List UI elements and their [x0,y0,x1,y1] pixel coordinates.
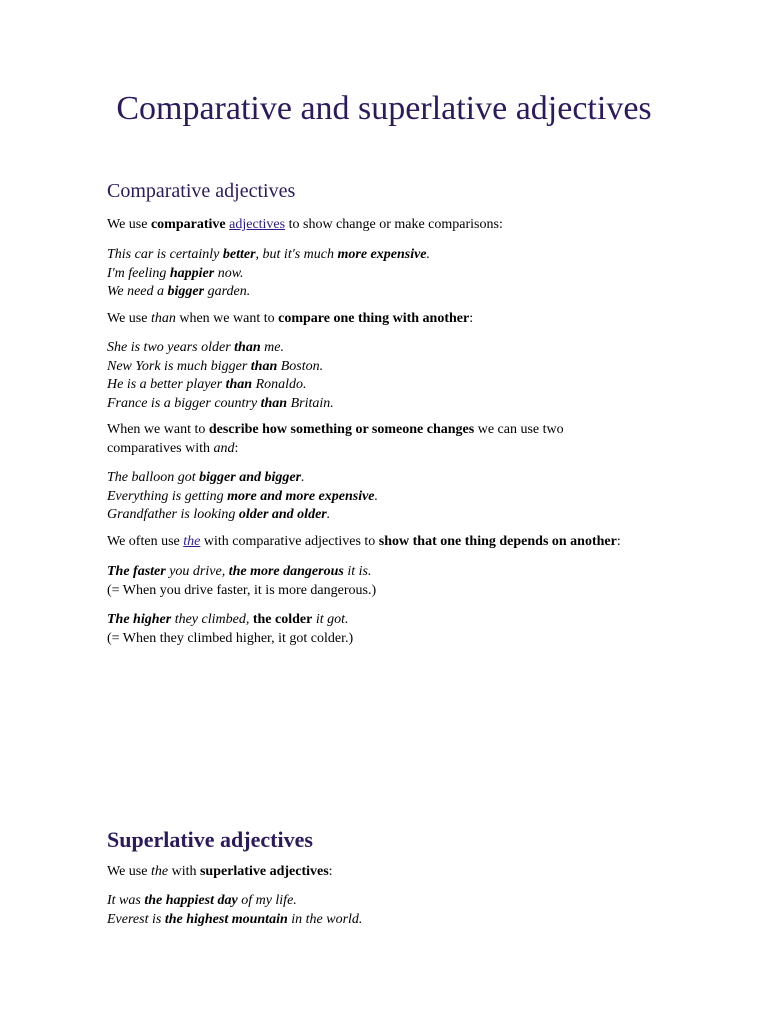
bold-italic-text: better [222,247,256,262]
text: to show change or make comparisons: [285,217,503,232]
bold-italic-text: than [260,395,288,411]
bold-italic-text: bigger and bigger [199,470,302,485]
section-heading-superlative: Superlative adjectives [107,827,313,852]
example-block-1 [107,246,677,302]
text: : [469,311,474,326]
example-line [107,892,677,911]
paragraph-depends [107,533,677,552]
italic-text: they climbed, [171,612,253,627]
italic-text: He is a better player [107,377,226,392]
example-line [107,246,677,265]
example-line [107,611,677,630]
text: We use [107,311,151,326]
italic-text: The balloon got [107,470,200,485]
text-line [107,440,677,459]
bold-italic-text: The higher [107,612,172,627]
bold-italic-text: more and more expensive [227,488,375,504]
italic-text: Everything is getting [107,488,228,504]
italic-text: Everest is [107,911,165,927]
text: We use [107,864,151,879]
italic-text: me. [260,340,284,355]
italic-text: garden. [204,284,251,299]
italic-text: Britain. [287,395,334,411]
italic-text: you drive, [165,564,229,579]
italic-text: . [374,488,379,504]
text: with comparative adjectives to [200,534,379,549]
italic-text: in the world. [287,911,363,927]
italic-text: . [326,507,331,522]
text: : [328,864,333,879]
text: When we want to [107,422,209,437]
bold-italic-text: than [250,358,278,374]
bold-italic-text: more expensive [337,247,427,262]
example-line [107,911,677,930]
paragraph-superlative-intro [107,863,677,882]
italic-text: Boston. [277,358,324,374]
italic-text: than [150,311,176,326]
italic-text: Ronaldo. [252,377,307,392]
italic-text: . [301,470,305,485]
text: We use [107,217,151,232]
example-line [107,339,677,358]
bold-text: the colder [252,612,313,627]
italic-text: now. [214,265,244,281]
italic-text: , but it's much [255,247,338,262]
example-block-2 [107,339,677,413]
adjectives-link[interactable]: adjectives [229,217,286,232]
example-line [107,488,677,507]
italic-text: This car is certainly [107,247,223,262]
text-line [107,421,677,440]
bold-italic-text: bigger [167,284,205,299]
italic-text: New York is much bigger [107,358,251,374]
bold-text: superlative adjectives [199,864,329,879]
text: we can use two [474,422,564,437]
example-block-superlative [107,892,677,929]
italic-text: of my life. [237,893,297,908]
italic-text: and [213,440,235,456]
bold-text: compare one thing with another [278,311,470,326]
bold-italic-text: older and older [238,507,327,522]
bold-italic-text: than [225,377,253,392]
bold-text: comparative [150,217,226,232]
paragraph-than [107,310,677,329]
italic-text: it got. [312,612,349,627]
italic-text: the [150,864,169,879]
italic-text: It was [107,893,145,908]
italic-text: it is. [343,564,372,579]
bold-italic-text: The faster [107,564,166,579]
italic-text: . [426,247,431,262]
bold-italic-text: the happiest day [144,893,238,908]
text: when we want to [175,311,279,326]
paragraph-comparative-intro [107,216,677,235]
text: : [616,534,621,549]
example-line [107,265,677,284]
bold-italic-text: the highest mountain [164,911,288,927]
bold-italic-text: than [234,340,261,355]
bold-italic-text: happier [169,265,215,281]
example-block-3 [107,469,677,525]
italic-text: France is a bigger country [107,395,261,411]
bold-italic-text: the more dangerous [228,564,344,579]
explanation-line: (= When you drive faster, it is more dangerous.) [107,582,377,598]
example-line [107,563,677,582]
italic-text: She is two years older [107,340,235,355]
bold-text: show that one thing depends on another [378,534,617,549]
example-line [107,506,677,525]
italic-text: Grandfather is looking [107,507,239,522]
text: with [168,864,200,879]
example-line [107,358,677,377]
text: : [234,440,239,456]
text: We often use [107,534,184,549]
paragraph-changes [107,421,677,458]
bold-text: describe how something or someone changes [208,422,475,437]
example-line [107,376,677,395]
text: comparatives with [107,440,214,456]
example-line [107,469,677,488]
example-line [107,283,677,302]
explanation-line: (= When they climbed higher, it got colder.) [107,630,354,646]
page-title: Comparative and superlative adjectives [116,90,652,127]
the-link[interactable]: the [183,534,201,549]
italic-text: I'm feeling [107,265,170,281]
section-heading-comparative: Comparative adjectives [107,180,296,202]
italic-text: We need a [107,284,168,299]
example-block-5 [107,611,677,648]
example-block-4 [107,563,677,600]
example-line [107,395,677,414]
